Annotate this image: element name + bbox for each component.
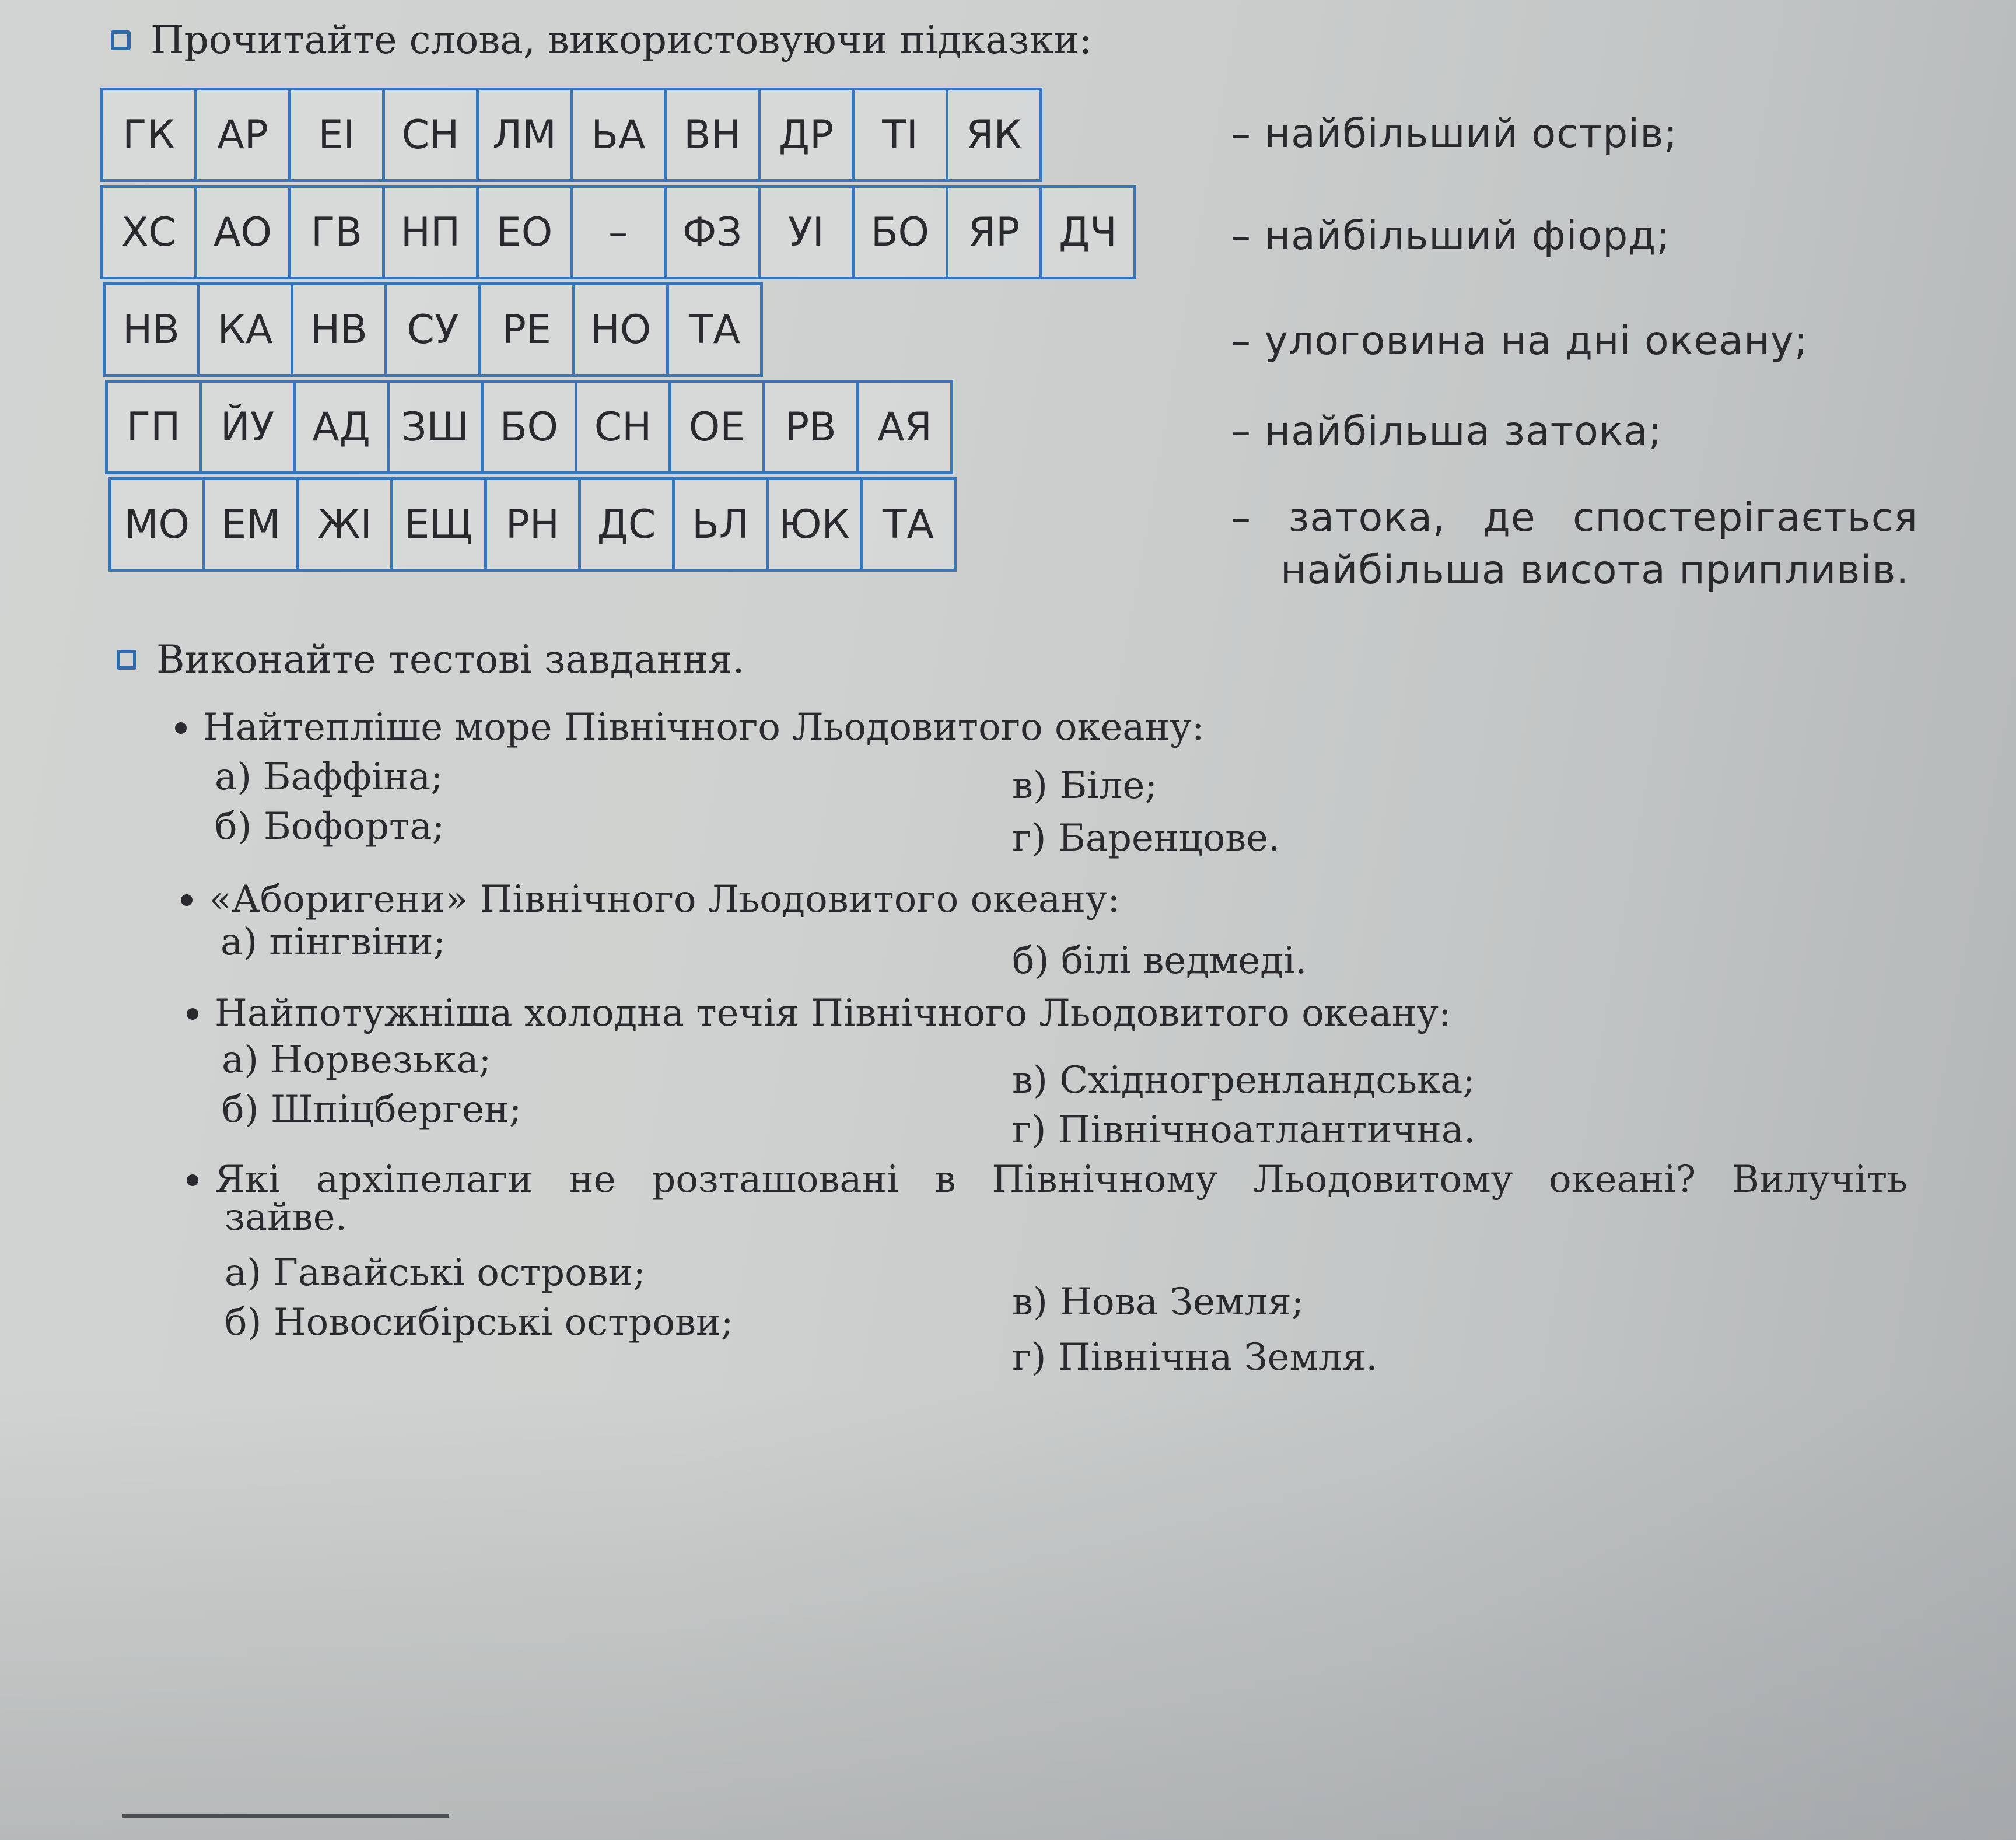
q4-option-v: в) Нова Земля;	[1012, 1281, 1304, 1324]
task1-heading	[111, 18, 1092, 62]
question-1-text: Найтепліше море Північного Льодовитого океану:	[203, 706, 1205, 749]
grid-cell: ДР	[758, 88, 855, 182]
grid-cell: БО	[481, 380, 578, 474]
bullet-icon	[181, 894, 192, 906]
grid-cell: НВ	[290, 282, 387, 377]
grid-cell: ТА	[666, 282, 763, 377]
grid-cell: ЕМ	[202, 477, 299, 572]
q1-option-v: в) Біле;	[1012, 764, 1157, 807]
bullet-icon	[175, 722, 187, 734]
clue-5-text: – затока, де спостерігається	[1231, 495, 1918, 541]
grid-cell: ЛМ	[476, 88, 573, 182]
grid-cell: АД	[293, 380, 390, 474]
grid-row-5	[108, 477, 957, 572]
grid-row-4	[105, 380, 953, 474]
clue-1: – найбільший острів;	[1231, 111, 1678, 157]
question-3	[187, 992, 1451, 1035]
clue-5	[1231, 495, 1918, 541]
grid-cell: НВ	[103, 282, 200, 377]
question-2	[181, 878, 1120, 921]
q2-option-a: а) пінгвіни;	[220, 921, 446, 964]
q1-option-a: а) Баффіна;	[215, 755, 443, 799]
grid-cell: ХС	[100, 185, 197, 279]
grid-cell: –	[570, 185, 667, 279]
task1-heading-text: Прочитайте слова, використовуючи підказки:	[150, 18, 1093, 62]
q2-option-b: б) білі ведмеді.	[1012, 939, 1307, 982]
bullet-icon	[187, 1008, 198, 1020]
grid-cell: СН	[382, 88, 479, 182]
task2-heading	[117, 637, 744, 682]
grid-cell: РВ	[762, 380, 859, 474]
grid-cell: ЯК	[946, 88, 1042, 182]
grid-cell: ЬА	[570, 88, 667, 182]
question-4-text	[215, 1158, 1908, 1201]
grid-cell: ВН	[664, 88, 761, 182]
q4-option-g: г) Північна Земля.	[1012, 1336, 1378, 1379]
clue-5-continued: найбільша висота припливів.	[1280, 547, 1909, 593]
q3-option-b: б) Шпіцберген;	[222, 1088, 522, 1131]
question-1	[175, 706, 1204, 749]
grid-cell: СУ	[384, 282, 481, 377]
q1-option-g: г) Баренцове.	[1012, 817, 1280, 860]
grid-cell: ГВ	[288, 185, 385, 279]
grid-cell: ТІ	[852, 88, 949, 182]
grid-cell: ЙУ	[199, 380, 296, 474]
grid-cell: КА	[197, 282, 293, 377]
question-3-text: Найпотужніша холодна течія Північного Льодовитого океану:	[215, 992, 1451, 1035]
q3-option-g: г) Північноатлантична.	[1012, 1108, 1476, 1152]
page-bottom-rule	[123, 1814, 449, 1818]
grid-cell: РН	[484, 477, 581, 572]
clue-3: – улоговина на дні океану;	[1231, 318, 1808, 364]
grid-cell: СН	[575, 380, 671, 474]
grid-cell: АР	[194, 88, 291, 182]
bullet-icon	[187, 1174, 198, 1186]
clue-2: – найбільший фіорд;	[1231, 213, 1671, 259]
grid-cell: МО	[108, 477, 205, 572]
grid-cell: ФЗ	[664, 185, 761, 279]
checkbox-icon	[117, 650, 136, 670]
question-4-line-2: зайве.	[225, 1196, 347, 1239]
grid-cell: ЕЩ	[390, 477, 487, 572]
q3-option-v: в) Східногренландська;	[1012, 1059, 1475, 1102]
lower-shadow	[0, 1388, 2016, 1840]
q1-option-b: б) Бофорта;	[215, 805, 445, 848]
grid-cell: ДС	[578, 477, 675, 572]
grid-cell: ЮК	[766, 477, 863, 572]
question-2-text: «Аборигени» Північного Льодовитого океану:	[209, 878, 1121, 921]
grid-cell: ГК	[100, 88, 197, 182]
question-4-line-1: Які архіпелаги не розташовані в Північному Льодовитому океані? Вилучіть	[215, 1158, 1908, 1201]
grid-row-1	[100, 88, 1042, 182]
grid-cell: ЖІ	[296, 477, 393, 572]
grid-cell: НО	[572, 282, 669, 377]
grid-cell: ТА	[860, 477, 957, 572]
question-4	[187, 1158, 1908, 1201]
grid-cell: НП	[382, 185, 479, 279]
grid-cell: ЗШ	[387, 380, 484, 474]
q3-option-a: а) Норвезька;	[222, 1038, 492, 1082]
grid-cell: УІ	[758, 185, 855, 279]
grid-cell: ЕІ	[288, 88, 385, 182]
grid-cell: АЯ	[856, 380, 953, 474]
task2-heading-text: Виконайте тестові завдання.	[156, 637, 745, 682]
grid-cell: БО	[852, 185, 949, 279]
grid-cell: ЕО	[476, 185, 573, 279]
grid-cell: РЕ	[478, 282, 575, 377]
grid-cell: АО	[194, 185, 291, 279]
grid-cell: ЬЛ	[672, 477, 769, 572]
q4-option-a: а) Гавайські острови;	[225, 1251, 646, 1295]
grid-cell: ДЧ	[1040, 185, 1136, 279]
clue-4: – найбільша затока;	[1231, 408, 1662, 454]
grid-row-2	[100, 185, 1136, 279]
grid-cell: ГП	[105, 380, 202, 474]
grid-row-3	[103, 282, 763, 377]
q4-option-b: б) Новосибірські острови;	[225, 1301, 734, 1344]
grid-cell: ОЕ	[668, 380, 765, 474]
checkbox-icon	[111, 30, 131, 50]
grid-cell: ЯР	[946, 185, 1042, 279]
